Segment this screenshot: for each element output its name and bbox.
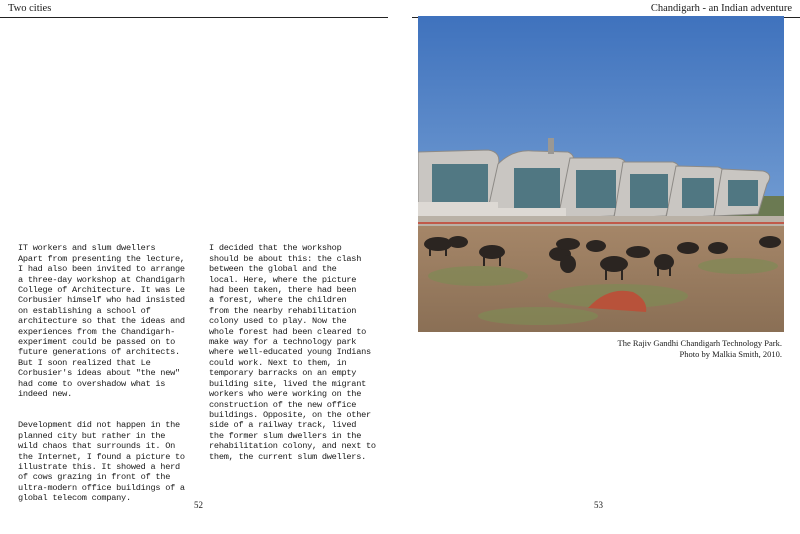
column2-paragraph-1: I decided that the workshop should be about this: the clash between the global and the local. Here, where the picture had been taken, there had been a forest, where the children from the nearby rehabilitation colony used to play. Now the whole forest had been cleared to make way for a technology park where well-educated young Indians could work. Next to them, in temporary barracks on an empty building site, lived the migrant workers who were working on the construction of the new office buildings. Opposite, on the other side of a railway track, lived the former slum dwellers in the rehabilitation colony, and next to them, the current slum dwellers.	[209, 243, 376, 462]
page-number-left: 52	[194, 500, 203, 510]
body-column-2	[209, 233, 377, 483]
photo-caption	[618, 338, 783, 359]
header-rule-left	[0, 17, 388, 18]
column1-paragraph-1: IT workers and slum dwellers Apart from presenting the lecture, I had also been invited to arrange a three-day workshop at Chandigarh College of Architecture. It was Le Corbusier himself who had insisted on establishing a school of architecture so that the ideas and experiences from the Chandigarh- experiment could be passed on to future generations of architects. But I soon realized that Le Corbusier's ideas about "the new" had come to overshadow what is indeed new.	[18, 243, 185, 400]
left-header-title: Two cities	[8, 3, 52, 14]
right-header-title: Chandigarh - an Indian adventure	[650, 3, 792, 14]
body-column-1	[18, 233, 186, 524]
page-number-right: 53	[594, 500, 603, 510]
photo-caption-line-2: Photo by Malkia Smith, 2010.	[679, 348, 782, 359]
technology-park-photo	[418, 16, 784, 332]
column1-paragraph-2: Development did not happen in the planned city but rather in the wild chaos that surrounds it. On the Internet, I found a picture to illustrate this. It showed a herd of cows grazing in front of the ultra-modern office buildings of a global telecom company.	[18, 420, 185, 504]
photo-caption-line-1: The Rajiv Gandhi Chandigarh Technology Park.	[617, 338, 782, 348]
